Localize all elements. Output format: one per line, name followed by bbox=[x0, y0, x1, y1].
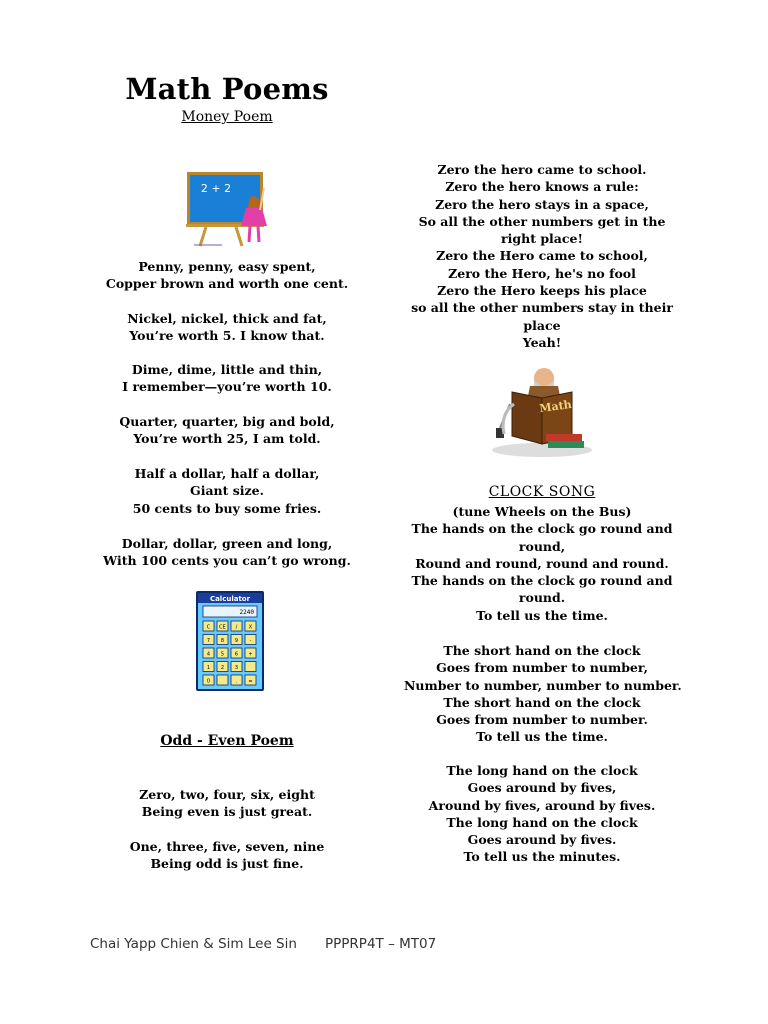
odd-even-stanza-2 bbox=[100, 838, 354, 873]
poem-line: Zero the Hero keeps his place bbox=[437, 283, 647, 299]
money-poem-heading: Money Poem bbox=[181, 109, 273, 125]
poem-line: Round and round, round and round. bbox=[415, 555, 669, 571]
poem-line: Zero the hero stays in a space, bbox=[435, 196, 649, 212]
poem-line: Nickel, nickel, thick and fat, bbox=[127, 311, 327, 326]
page-title: Math Poems bbox=[125, 72, 329, 106]
calculator-key-label: 7 bbox=[206, 638, 211, 644]
money-stanza-6 bbox=[100, 535, 354, 570]
poem-line: Being even is just great. bbox=[141, 804, 313, 820]
poem-line: Copper brown and worth one cent. bbox=[105, 276, 349, 292]
calculator-key-label: 6 bbox=[234, 651, 239, 658]
calculator-display: 2240 bbox=[239, 609, 254, 616]
clock-stanza-2 bbox=[404, 642, 680, 746]
poem-line: Dollar, dollar, green and long, bbox=[121, 536, 333, 551]
poem-line: With 100 cents you can’t go wrong. bbox=[103, 553, 351, 569]
poem-line: To tell us the minutes. bbox=[463, 849, 621, 865]
zero-hero-poem bbox=[404, 161, 680, 351]
calculator-key-label: + bbox=[248, 651, 253, 658]
poem-line: The long hand on the clock bbox=[446, 814, 638, 830]
poem-line: To tell us the time. bbox=[476, 729, 608, 745]
calculator-key-label: / bbox=[235, 624, 238, 631]
board-text: 2 + 2 bbox=[200, 182, 232, 195]
poem-line: Zero the Hero came to school, bbox=[436, 248, 648, 264]
poem-line: Goes around by fives, bbox=[467, 780, 617, 796]
poem-line: The long hand on the clock bbox=[446, 763, 638, 778]
money-stanza-1 bbox=[100, 258, 354, 293]
poem-line: Quarter, quarter, big and bold, bbox=[119, 414, 335, 429]
calculator-key bbox=[245, 662, 256, 672]
poem-line: You’re worth 5. I know that. bbox=[129, 328, 325, 344]
clock-stanza-1 bbox=[404, 503, 680, 624]
poem-line: so all the other numbers stay in their place bbox=[411, 300, 673, 333]
calculator-key-label: C bbox=[206, 624, 211, 631]
calculator-key-label: - bbox=[249, 638, 252, 644]
calculator-key-label: . bbox=[235, 678, 238, 685]
poem-line: Goes around by fives. bbox=[467, 832, 617, 848]
calculator-key-label: 4 bbox=[206, 651, 211, 658]
poem-line: Zero the hero came to school. bbox=[437, 162, 647, 177]
poem-line: The short hand on the clock bbox=[443, 643, 641, 658]
poem-line: The hands on the clock go round and round, bbox=[411, 521, 673, 554]
poem-line: To tell us the time. bbox=[476, 607, 608, 623]
chalkboard-girl-illustration bbox=[186, 170, 270, 250]
odd-even-stanza-1 bbox=[100, 786, 354, 821]
calculator-key-label: 9 bbox=[234, 638, 239, 644]
poem-line: Zero the hero knows a rule: bbox=[445, 179, 639, 195]
money-stanza-4 bbox=[100, 413, 354, 448]
poem-line: The hands on the clock go round and round. bbox=[411, 573, 673, 606]
poem-line: Around by fives, around by fives. bbox=[428, 797, 656, 813]
calculator-title: Calculator bbox=[209, 595, 251, 603]
poem-line: (tune Wheels on the Bus) bbox=[452, 504, 632, 519]
clock-song-heading: CLOCK SONG bbox=[488, 484, 596, 500]
poem-line: The short hand on the clock bbox=[443, 694, 641, 710]
calculator-key-label: 1 bbox=[206, 665, 211, 671]
poem-line: Number to number, number to number. bbox=[404, 677, 682, 693]
poem-line: Goes from number to number. bbox=[436, 712, 648, 728]
calculator-key-label: X bbox=[248, 624, 253, 631]
money-stanza-3 bbox=[100, 361, 354, 396]
professor-math-book-illustration bbox=[484, 366, 596, 460]
poem-line: Zero, two, four, six, eight bbox=[139, 787, 315, 802]
clock-stanza-3 bbox=[404, 762, 680, 866]
poem-line: Yeah! bbox=[522, 334, 562, 350]
calculator-key-label: 5 bbox=[220, 651, 225, 658]
money-stanza-2 bbox=[100, 310, 354, 345]
poem-line: Dime, dime, little and thin, bbox=[131, 362, 323, 377]
poem-line: Giant size. bbox=[190, 483, 264, 499]
calculator-key-label: 0 bbox=[206, 678, 211, 685]
money-stanza-5 bbox=[100, 465, 354, 517]
poem-line: Penny, penny, easy spent, bbox=[138, 259, 316, 274]
poem-line: You’re worth 25, I am told. bbox=[133, 431, 321, 447]
poem-line: Goes from number to number, bbox=[436, 660, 648, 676]
poem-line: Zero the Hero, he's no fool bbox=[448, 265, 636, 281]
calculator-key-label: = bbox=[248, 678, 253, 685]
poem-line: 50 cents to buy some fries. bbox=[132, 500, 322, 516]
calculator-key-label: CE bbox=[219, 624, 226, 631]
footer-authors: Chai Yapp Chien & Sim Lee Sin bbox=[90, 936, 297, 952]
poem-line: Half a dollar, half a dollar, bbox=[134, 466, 320, 481]
calculator-illustration bbox=[195, 590, 265, 692]
calculator-key bbox=[217, 675, 228, 685]
calculator-key-label: 8 bbox=[220, 638, 225, 644]
book-label: Math bbox=[538, 397, 573, 416]
poem-line: I remember—you’re worth 10. bbox=[122, 379, 332, 395]
poem-line: So all the other numbers get in the right place! bbox=[418, 213, 666, 247]
poem-line: Being odd is just fine. bbox=[150, 856, 304, 872]
poem-line: One, three, five, seven, nine bbox=[129, 839, 325, 854]
odd-even-heading: Odd - Even Poem bbox=[160, 733, 294, 749]
calculator-key-label: 2 bbox=[220, 665, 225, 671]
footer-code: PPPRP4T – MT07 bbox=[325, 936, 437, 952]
calculator-key-label: 3 bbox=[234, 665, 239, 671]
